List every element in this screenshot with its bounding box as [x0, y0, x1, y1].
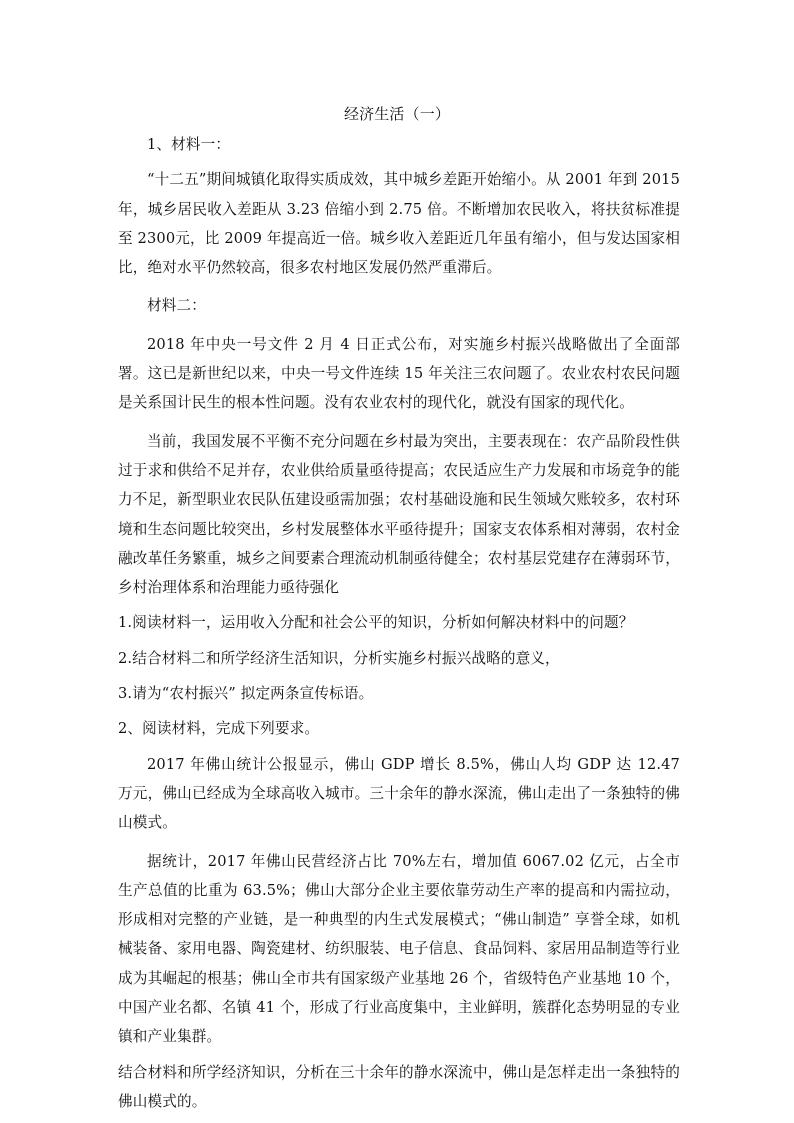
- material-2-paragraph-2: 当前，我国发展不平衡不充分问题在乡村最为突出，主要表现在：农产品阶段性供过于求和供给不足并存，农业供给质量亟待提高；农民适应生产力发展和市场竞争的能力不足，新型职业农民队伍建设亟需加强；农村基础设施和民生领域欠账较多，农村环境和生态问题比较突出，乡村发展整体水平亟待提升；国家支农体系相对薄弱，农村金融改革任务繁重，城乡之间要素合理流动机制亟待健全；农村基层党建存在薄弱环节，乡村治理体系和治理能力亟待强化: [118, 432, 680, 597]
- document-body: [118, 130, 680, 1116]
- document-title: 经济生活（一）: [343, 105, 451, 123]
- question-2-paragraph-1: 2017 年佛山统计公报显示，佛山 GDP 增长 8.5%，佛山人均 GDP 达 12.47 万元，佛山已经成为全球高收入城市。三十余年的静水深流，佛山走出了一条独特的佛山模式。: [118, 755, 680, 832]
- question-1-sub-2: 2.结合材料二和所学经济生活知识，分析实施乡村振兴战略的意义，: [118, 649, 560, 667]
- question-1-sub-3: 3.请为“农村振兴” 拟定两条宣传标语。: [118, 685, 374, 703]
- material-1-paragraph: “十二五”期间城镇化取得实质成效，其中城乡差距开始缩小。从 2001 年到 2015 年，城乡居民收入差距从 3.23 倍缩小到 2.75 倍。不断增加农民收入，将扶贫标准提至 2300元，比 2009 年提高近一倍。城乡收入差距近几年虽有缩小，但与发达国家相比，绝对水平仍然较高，很多农村地区发展仍然严重滞后。: [118, 171, 680, 277]
- question-2-prompt: 结合材料和所学经济知识，分析在三十余年的静水深流中，佛山是怎样走出一条独特的佛山模式的。: [118, 1063, 680, 1110]
- question-2-label: 2、阅读材料，完成下列要求。: [118, 720, 320, 738]
- material-2-label: 材料二：: [147, 297, 206, 315]
- question-1-label: 1、材料一：: [147, 136, 231, 153]
- question-1-sub-1: 1.阅读材料一，运用收入分配和社会公平的知识，分析如何解决材料中的问题？: [118, 614, 634, 632]
- material-2-paragraph-1: 2018 年中央一号文件 2 月 4 日正式公布，对实施乡村振兴战略做出了全面部署。这已是新世纪以来，中央一号文件连续 15 年关注三农问题了。农业农村农民问题是关系国计民生的根本性问题。没有农业农村的现代化，就没有国家的现代化。: [118, 335, 680, 412]
- question-2-paragraph-2: 据统计，2017 年佛山民营经济占比 70%左右，增加值 6067.02 亿元，占全市生产总值的比重为 63.5%；佛山大部分企业主要依靠劳动生产率的提高和内需拉动，形成相对完整的产业链，是一种典型的内生式发展模式；“佛山制造” 享誉全球，如机械装备、家用电器、陶瓷建材、纺织服装、电子信息、食品饲料、家居用品制造等行业成为其崛起的根基；佛山全市共有国家级产业基地 26 个，省级特色产业基地 10 个，中国产业名都、名镇 41 个，形成了行业高度集中，主业鲜明，簇群化态势明显的专业镇和产业集群。: [118, 852, 680, 1046]
